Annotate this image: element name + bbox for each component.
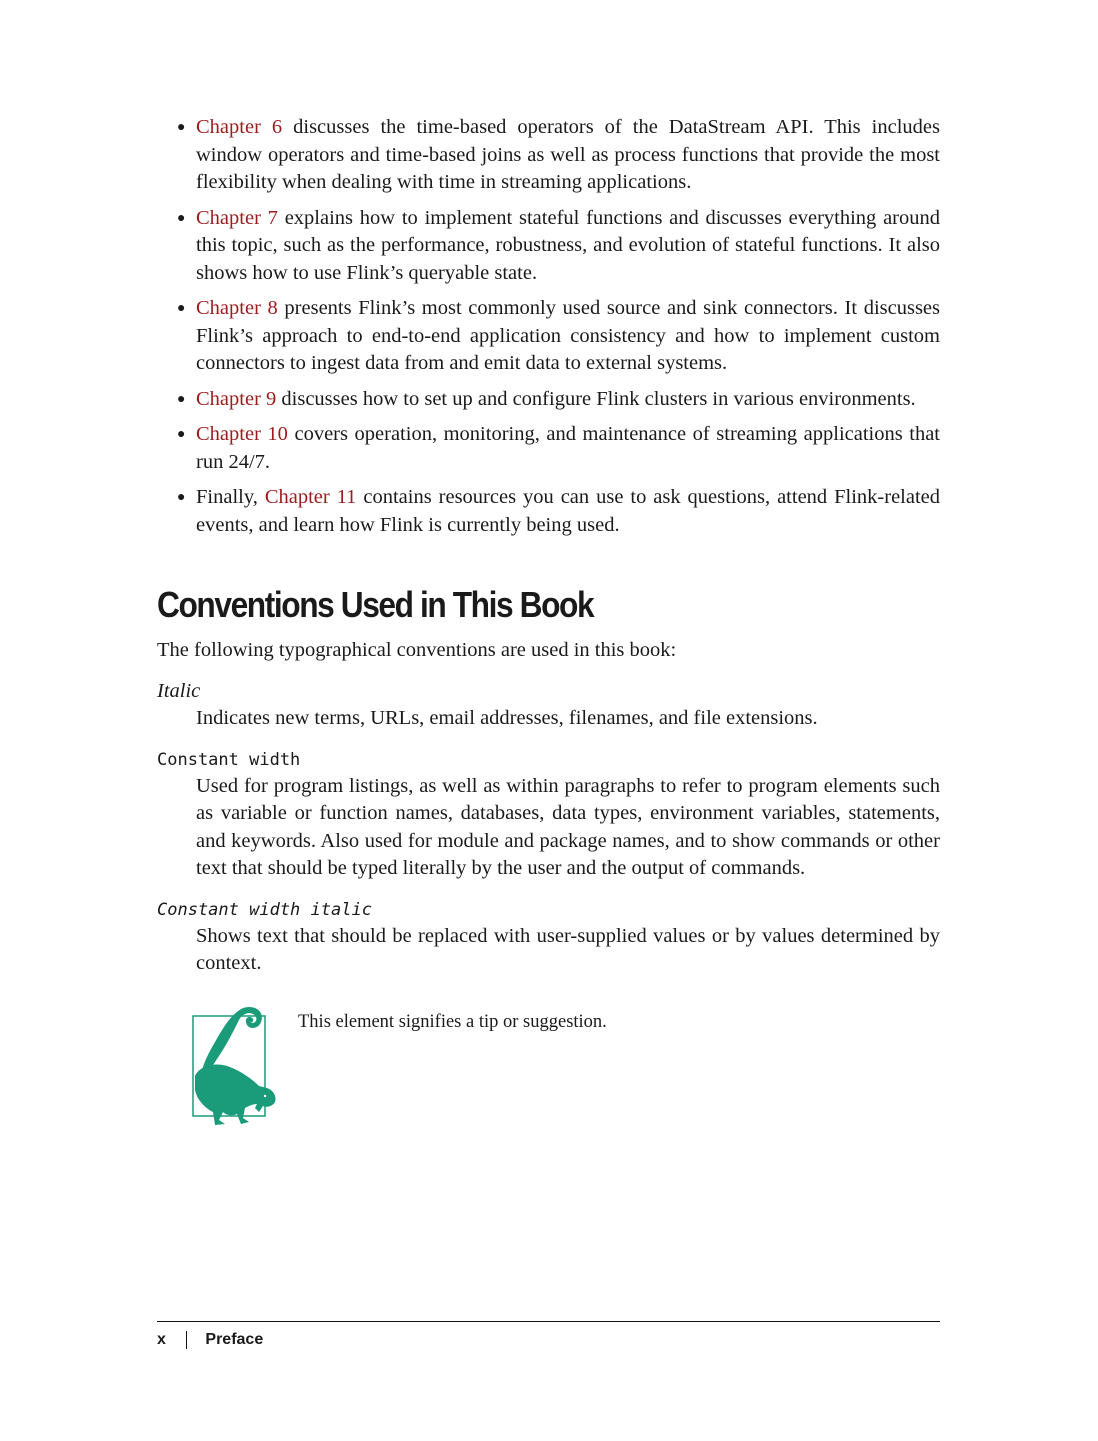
chapter-link[interactable]: Chapter 11 [264, 486, 357, 508]
list-item [157, 484, 940, 539]
bullet-icon: ● [177, 210, 186, 226]
page-footer [157, 1321, 940, 1350]
convention-description: Indicates new terms, URLs, email addresses, filenames, and file extensions. [196, 707, 818, 729]
convention-term-italic: Italic [157, 680, 201, 702]
bullet-icon: ● [177, 120, 186, 135]
tip-box [157, 1004, 940, 1134]
bullet-icon: ● [177, 490, 186, 505]
footer-divider [157, 1321, 940, 1322]
tip-text: This element signifies a tip or suggestion. [298, 1011, 607, 1032]
convention-term-constant-width: Constant width [157, 749, 301, 770]
convention-description: Used for program listings, as well as within paragraphs to refer to program elements such as variable or function names, databases, data types, environment variables, statements, and keywords. Also used for module and package names, and to show commands or other text that should be typed literally by the user and the output of commands. [196, 774, 940, 879]
item-text: discusses how to set up and configure Flink clusters in various environments. [276, 387, 916, 410]
chapter-link[interactable]: Chapter 7 [196, 206, 278, 229]
footer-separator [186, 1331, 188, 1349]
item-text: explains how to implement stateful functions and discusses everything around this topic, such as the performance, robustness, and evolution of stateful functions. It also shows how to use Flink’s queryable state. [196, 206, 940, 284]
lemur-tip-icon [181, 1004, 281, 1130]
convention-term-constant-width-italic: Constant width italic [157, 899, 372, 920]
conventions-list [157, 678, 940, 978]
chapter-link[interactable]: Chapter 6 [196, 116, 283, 138]
chapter-link[interactable]: Chapter 9 [196, 387, 277, 410]
bullet-icon: ● [177, 427, 186, 442]
running-section-name: Preface [205, 1331, 264, 1348]
chapter-list [157, 114, 940, 539]
list-item [157, 205, 940, 288]
chapter-link[interactable]: Chapter 10 [196, 423, 288, 445]
chapter-link[interactable]: Chapter 8 [196, 297, 278, 319]
section-intro: The following typographical conventions are used in this book: [157, 639, 677, 661]
footer-line [157, 1330, 940, 1350]
section-heading: Conventions Used in This Book [157, 584, 594, 625]
item-text: discusses the time-based operators of the DataStream API. This includes window operators and time-based joins as well as process functions that provide the most flexibility when dealing with time in streaming applications. [196, 116, 940, 193]
bullet-icon: ● [177, 301, 186, 316]
item-text: contains resources you can use to ask questions, attend Flink-related events, and learn how Flink is currently being used. [196, 486, 941, 536]
item-prefix: Finally, [196, 486, 265, 508]
page-number: x [157, 1331, 166, 1348]
item-text: covers operation, monitoring, and maintenance of streaming applications that run 24/7. [196, 423, 940, 473]
item-text: presents Flink’s most commonly used source and sink connectors. It discusses Flink’s approach to end-to-end application consistency and how to implement custom connectors to ingest data from and emit data to external systems. [196, 297, 940, 374]
list-item [157, 421, 940, 476]
list-item [157, 386, 940, 414]
bullet-icon: ● [177, 391, 186, 407]
list-item [157, 114, 940, 197]
list-item [157, 295, 940, 378]
convention-description: Shows text that should be replaced with user-supplied values or by values determined by context. [196, 924, 940, 974]
page-content [157, 114, 940, 1134]
